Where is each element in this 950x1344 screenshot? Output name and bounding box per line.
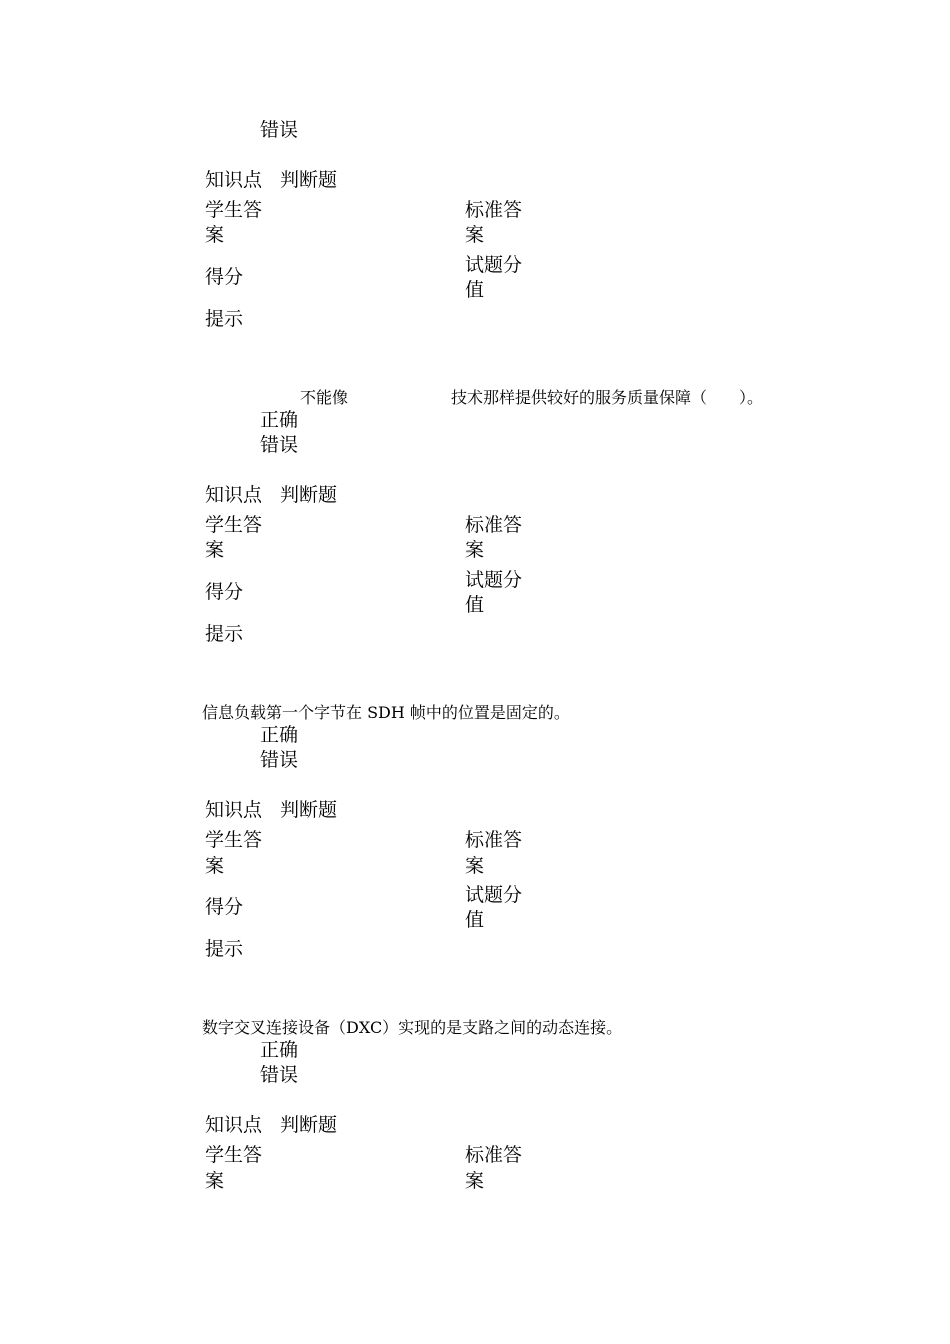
knowledge-point-value: 判断题	[280, 1114, 338, 1136]
question-points-label: 试题分	[465, 569, 523, 591]
student-answer-label-cont: 案	[205, 224, 225, 246]
knowledge-point-label: 知识点	[205, 1114, 263, 1136]
option-correct[interactable]: 正确	[260, 724, 299, 746]
student-answer-label: 学生答	[205, 829, 263, 851]
question-text: 数字交叉连接设备（DXC）实现的是支路之间的动态连接。	[202, 1018, 623, 1037]
question-points-label-cont: 值	[465, 279, 485, 301]
option-wrong[interactable]: 错误	[260, 119, 299, 141]
knowledge-point-value: 判断题	[280, 169, 338, 191]
question-points-label-cont: 值	[465, 594, 485, 616]
question-text: 信息负载第一个字节在 SDH 帧中的位置是固定的。	[202, 703, 570, 722]
question-points-label-cont: 值	[465, 909, 485, 931]
standard-answer-label-cont: 案	[465, 539, 485, 561]
hint-label: 提示	[205, 938, 244, 960]
question-points-label: 试题分	[465, 254, 523, 276]
knowledge-point-label: 知识点	[205, 484, 263, 506]
standard-answer-label-cont: 案	[465, 1170, 485, 1192]
hint-label: 提示	[205, 623, 244, 645]
student-answer-label: 学生答	[205, 199, 263, 221]
option-correct[interactable]: 正确	[260, 409, 299, 431]
standard-answer-label: 标准答	[465, 829, 523, 851]
hint-label: 提示	[205, 308, 244, 330]
student-answer-label-cont: 案	[205, 1170, 225, 1192]
knowledge-point-label: 知识点	[205, 799, 263, 821]
student-answer-label: 学生答	[205, 514, 263, 536]
student-answer-label-cont: 案	[205, 855, 225, 877]
score-label: 得分	[205, 266, 244, 288]
standard-answer-label: 标准答	[465, 514, 523, 536]
question-text-part-b: 技术那样提供较好的服务质量保障（ ）。	[451, 388, 764, 407]
question-points-label: 试题分	[465, 884, 523, 906]
standard-answer-label: 标准答	[465, 199, 523, 221]
knowledge-point-value: 判断题	[280, 484, 338, 506]
option-wrong[interactable]: 错误	[260, 1064, 299, 1086]
score-label: 得分	[205, 581, 244, 603]
standard-answer-label: 标准答	[465, 1144, 523, 1166]
knowledge-point-label: 知识点	[205, 169, 263, 191]
option-wrong[interactable]: 错误	[260, 749, 299, 771]
student-answer-label-cont: 案	[205, 539, 225, 561]
student-answer-label: 学生答	[205, 1144, 263, 1166]
knowledge-point-value: 判断题	[280, 799, 338, 821]
standard-answer-label-cont: 案	[465, 224, 485, 246]
score-label: 得分	[205, 896, 244, 918]
option-correct[interactable]: 正确	[260, 1039, 299, 1061]
option-wrong[interactable]: 错误	[260, 434, 299, 456]
question-text-part-a: 不能像	[300, 388, 349, 407]
standard-answer-label-cont: 案	[465, 855, 485, 877]
